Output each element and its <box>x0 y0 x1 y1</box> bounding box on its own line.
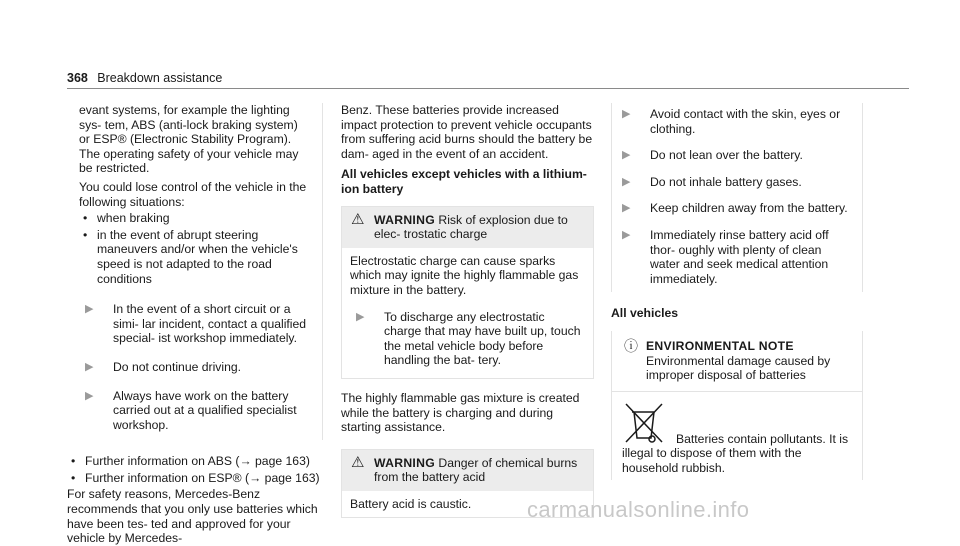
bullet-icon: • <box>71 454 76 469</box>
page-header <box>67 71 909 89</box>
bullet-icon: • <box>71 470 76 485</box>
step-text: In the event of a short circuit or a simi- lar incident, contact a qualified special- ist workshop immediately. <box>113 302 307 346</box>
step-item <box>79 389 310 433</box>
lose-control-paragraph: You could lose control of the vehicle in the following situations: <box>79 179 307 209</box>
list-item <box>67 471 323 486</box>
warning-header <box>342 450 593 491</box>
watermark: carmanualsonline.info <box>527 497 750 522</box>
step-text: To discharge any electrostatic charge that may have built up, touch the metal vehicle body before handling the bat- tery. <box>384 309 581 368</box>
all-vehicles-heading: All vehicles <box>611 306 679 321</box>
left-boxed-text <box>67 103 323 440</box>
warning-triangle-icon: ⚠ <box>351 453 365 471</box>
step-item <box>616 175 854 190</box>
arrow-right-icon: ▶ <box>622 108 631 120</box>
step-text: Avoid contact with the skin, eyes or clothing. <box>650 107 841 136</box>
arrow-right-icon: ▶ <box>85 360 94 373</box>
warning-text: Electrostatic charge can cause sparks which may ignite the highly flammable gas mixture in the battery. <box>350 253 579 297</box>
warning-label: WARNING <box>374 212 436 227</box>
list-item <box>79 228 310 286</box>
step-text: Immediately rinse battery acid off thor- oughly with plenty of clean water and seek medical attention immediately. <box>650 227 829 286</box>
step-item <box>616 201 854 216</box>
arrow-right-icon: ▶ <box>622 175 631 188</box>
step-item <box>616 107 854 136</box>
environmental-text: Batteries contain pollutants. It is illegal to dispose of them with the household rubbish. <box>622 431 849 475</box>
continued-paragraph: Benz. These batteries provide increased impact protection to prevent vehicle occupants from suffering acid burns should the battery be dam- aged in the event of an accident. <box>341 103 593 161</box>
step-item <box>79 360 310 375</box>
environmental-title: Environmental damage caused by improper disposal of batteries <box>646 353 831 383</box>
list-item-text: when braking <box>97 211 170 226</box>
step-item <box>616 228 854 286</box>
environmental-header <box>612 331 862 391</box>
further-info-esp[interactable]: Further information on ESP® (→ page 163) <box>85 470 320 485</box>
bullet-icon: • <box>83 227 88 242</box>
warning-label: WARNING <box>374 455 436 470</box>
column-left <box>67 103 323 546</box>
step-text: Do not inhale battery gases. <box>650 174 802 189</box>
column-middle <box>341 103 594 518</box>
arrow-right-icon: ▶ <box>85 303 94 316</box>
further-info-abs[interactable]: Further information on ABS (→ page 163) <box>85 454 310 469</box>
intro-paragraph: evant systems, for example the lighting sys- tem, ABS (anti-lock braking system) or ESP® (Electronic Stability Program). The operating safety of your vehicle may be restricted. <box>79 103 299 176</box>
warning-title: Risk of explosion due to elec- trostatic charge <box>374 212 568 242</box>
environmental-label: ENVIRONMENTAL NOTE <box>646 338 794 353</box>
gas-paragraph: The highly flammable gas mixture is created while the battery is charging and during starting assistance. <box>341 390 580 435</box>
step-item <box>616 148 854 163</box>
arrow-right-icon: ▶ <box>85 389 94 402</box>
arrow-right-icon: ▶ <box>622 149 631 162</box>
leaf-icon: ⓘ <box>624 337 638 354</box>
step-text: Always have work on the battery carried out at a qualified specialist workshop. <box>113 388 297 432</box>
warning-title: Danger of chemical burns from the battery acid <box>374 455 578 485</box>
warning-header <box>342 207 593 248</box>
bullet-icon: • <box>83 211 88 226</box>
step-text: Do not lean over the battery. <box>650 148 803 163</box>
arrow-right-icon: ▶ <box>622 202 631 215</box>
step-item <box>350 310 585 368</box>
section-heading: All vehicles except vehicles with a lithium- ion battery <box>341 167 587 196</box>
warning-triangle-icon: ⚠ <box>351 210 365 228</box>
list-item <box>79 211 310 226</box>
warning-box-explosion <box>341 206 594 379</box>
step-text: Do not continue driving. <box>113 359 242 374</box>
list-item-text: in the event of abrupt steering maneuvers and/or when the vehicle's speed is not adapted to the road conditions <box>97 227 298 286</box>
step-item <box>79 302 310 346</box>
arrow-right-icon: ▶ <box>622 228 631 241</box>
page-number: 368 <box>67 71 88 85</box>
safety-paragraph: For safety reasons, Mercedes-Benz recommends that you only use batteries which have been tes- ted and approved for your vehicle by Mercedes- <box>67 487 318 546</box>
crossed-bin-icon <box>622 400 666 446</box>
section-title: Breakdown assistance <box>97 71 223 85</box>
warning-body <box>342 248 593 378</box>
column-right <box>611 103 863 480</box>
step-text: Keep children away from the battery. <box>650 201 848 216</box>
list-item <box>67 454 323 469</box>
right-boxed-steps <box>611 103 863 292</box>
arrow-right-icon: ▶ <box>356 310 365 323</box>
warning-text: Battery acid is caustic. <box>350 496 472 511</box>
environmental-body <box>612 391 862 480</box>
environmental-note <box>611 331 863 480</box>
